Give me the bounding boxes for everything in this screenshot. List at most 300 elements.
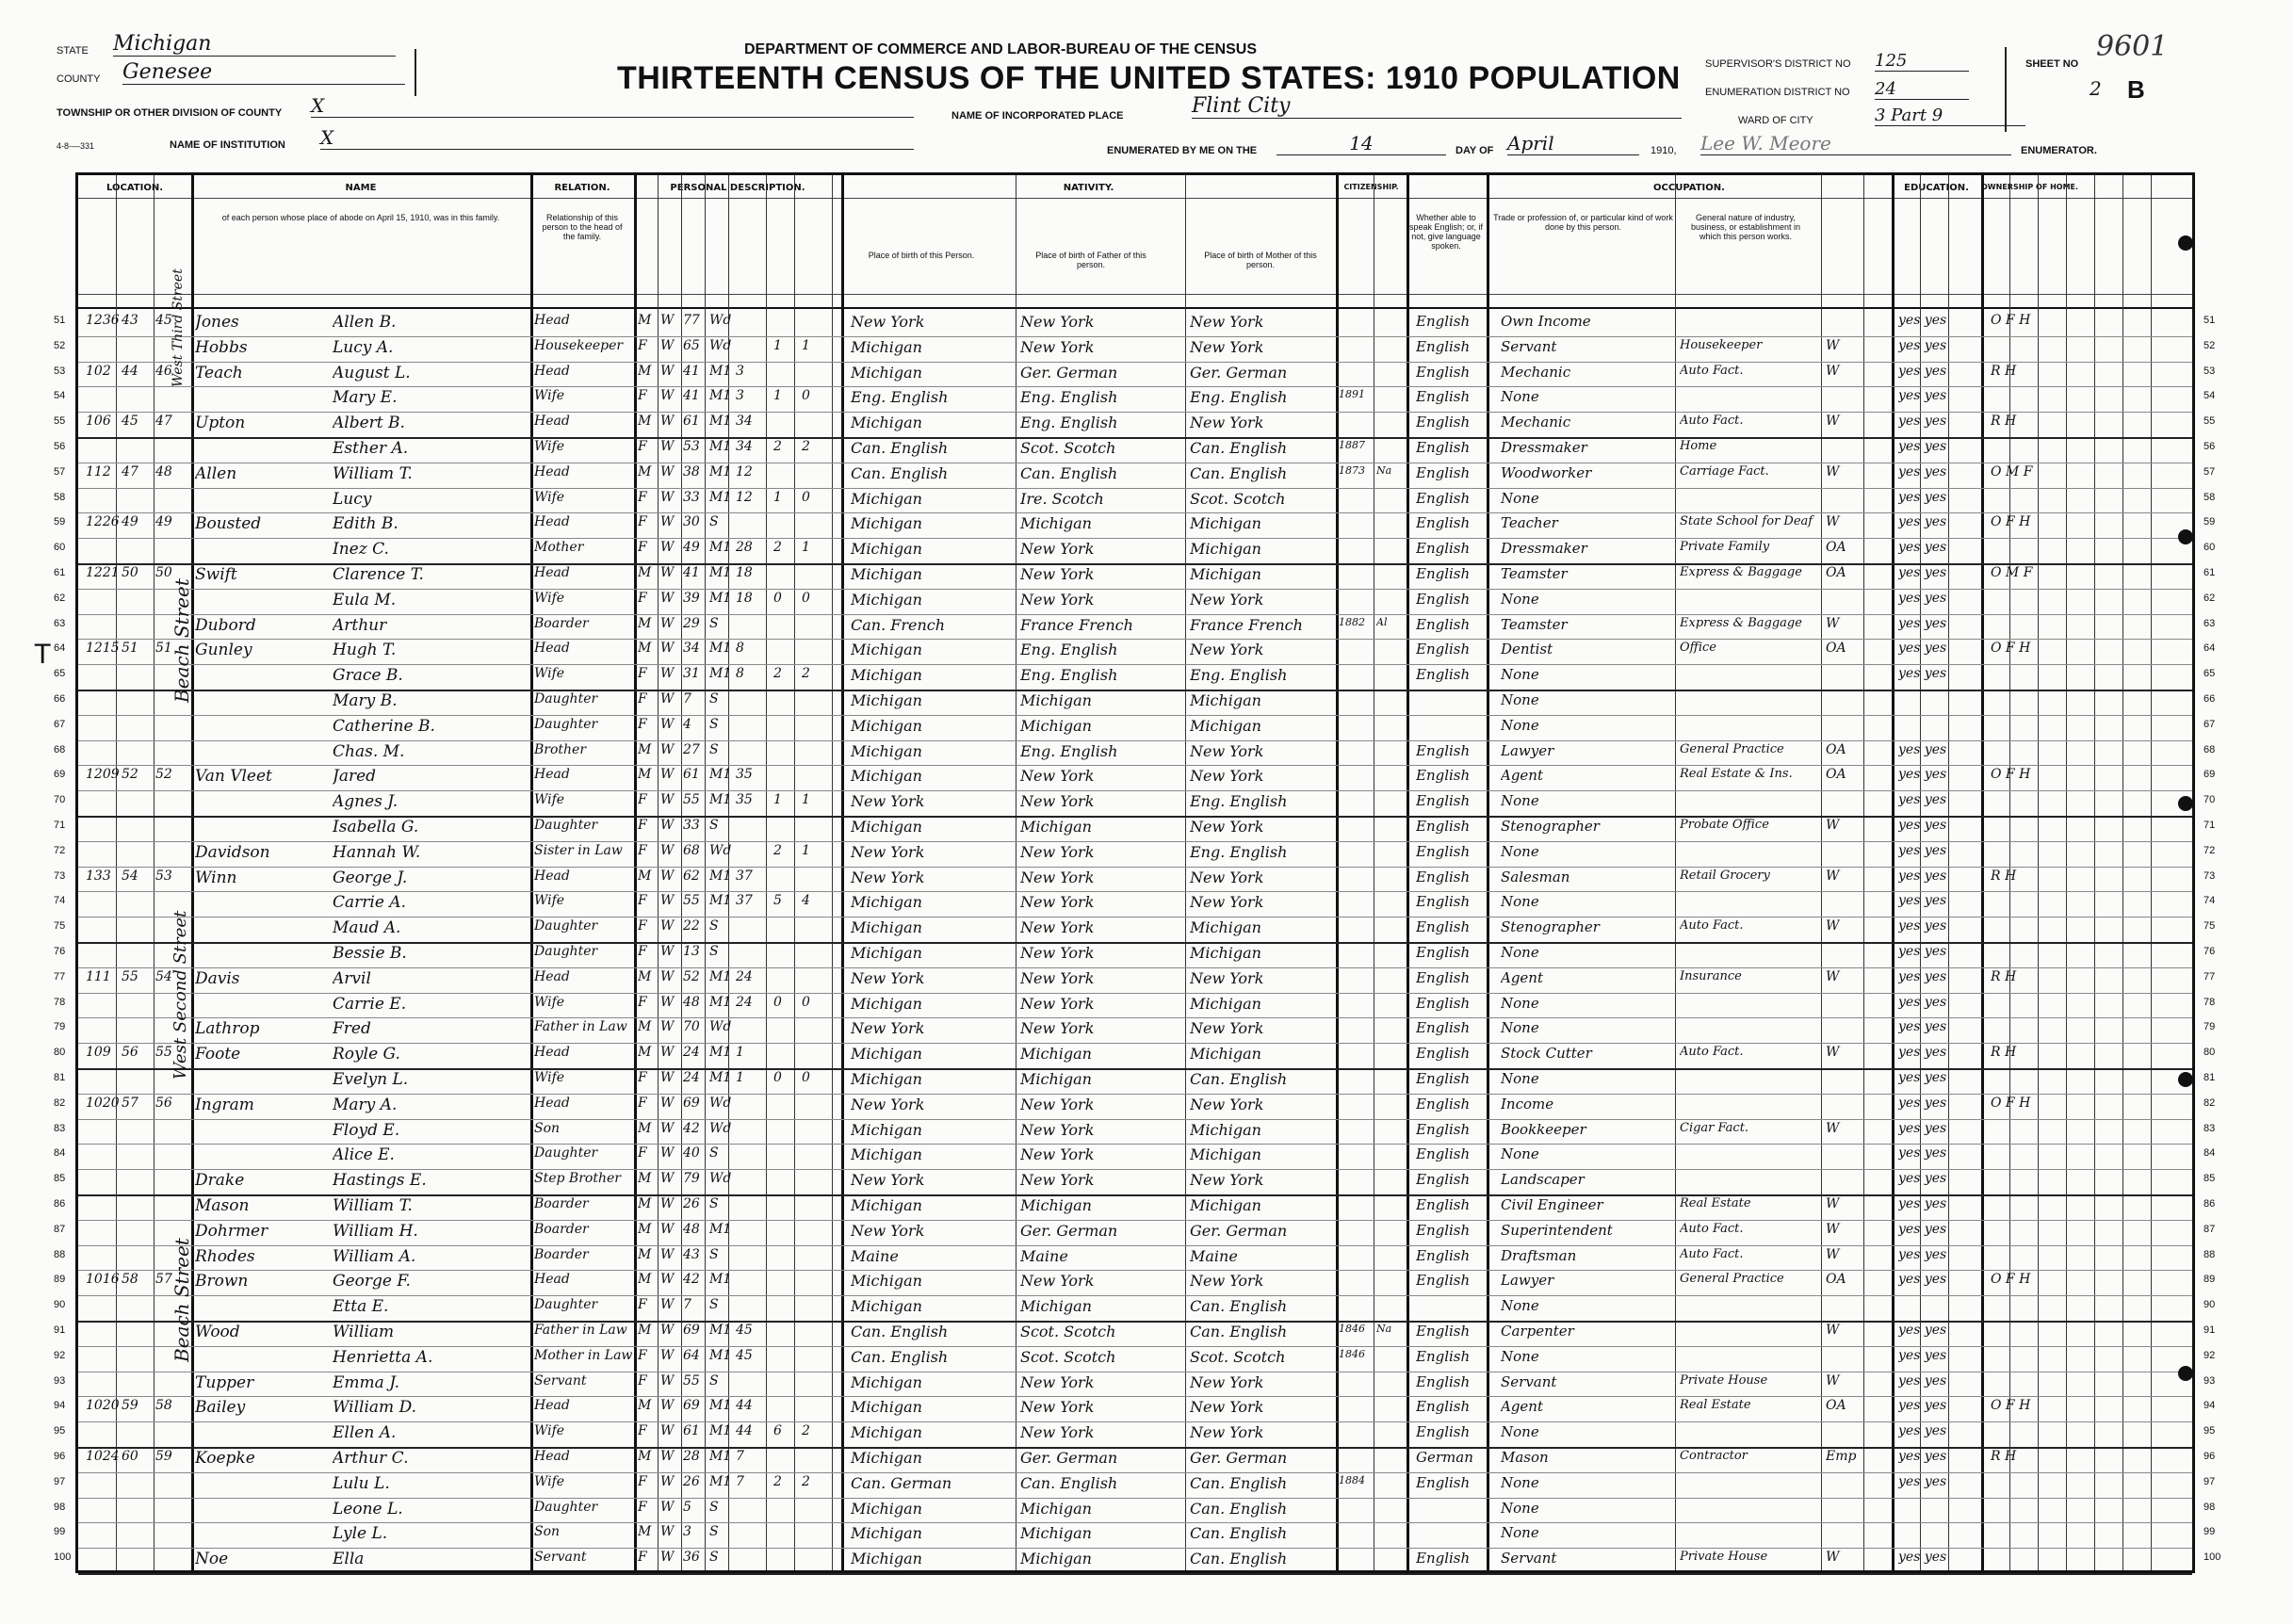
cell-age: 7 <box>683 691 691 706</box>
cell-race: W <box>660 944 675 959</box>
form-number: 4-8-—331 <box>57 141 95 151</box>
cell-lang: English <box>1416 1398 1471 1416</box>
cell-age: 24 <box>683 1045 700 1061</box>
cell-bp: Michigan <box>851 1045 922 1064</box>
cell-edu: yes yes <box>1898 1398 1947 1414</box>
cell-street: 1016 <box>86 1272 120 1288</box>
state-label: STATE <box>57 45 89 57</box>
cell-trade: None <box>1501 842 1539 860</box>
cell-yrs: 34 <box>736 414 753 430</box>
cell-bf: New York <box>1020 313 1095 331</box>
cell-surname: Mason <box>195 1196 250 1215</box>
cell-emp: W <box>1826 1120 1840 1136</box>
table-row <box>54 891 2216 913</box>
cell-bm: New York <box>1190 1171 1264 1190</box>
cell-mar: Wd <box>709 313 732 328</box>
cell-bm: New York <box>1190 818 1264 836</box>
table-row <box>54 437 2216 459</box>
state-value: Michigan <box>113 32 396 57</box>
line-number-right: 54 <box>2204 390 2216 402</box>
cell-bm: New York <box>1190 868 1264 886</box>
cell-emp: OA <box>1826 1272 1846 1288</box>
line-number: 66 <box>54 693 66 705</box>
line-number-right: 78 <box>2204 996 2216 1008</box>
table-row <box>54 1472 2216 1494</box>
cell-trade: None <box>1501 792 1539 810</box>
cell-edu: yes yes <box>1898 1145 1947 1161</box>
cell-yrs: 12 <box>736 463 753 479</box>
cell-race: W <box>660 1372 675 1389</box>
ward-value: 3 Part 9 <box>1875 106 2025 126</box>
cell-bf: Eng. English <box>1020 741 1118 760</box>
cell-rel: Daughter <box>534 691 598 706</box>
line-number-right: 60 <box>2204 542 2216 554</box>
cell-bp: New York <box>851 1095 925 1113</box>
cell-bp: Michigan <box>851 337 922 356</box>
line-number-right: 58 <box>2204 491 2216 503</box>
cell-given: Mary A. <box>333 1095 398 1114</box>
line-number-right: 61 <box>2204 567 2216 578</box>
cell-yrs: 28 <box>736 540 753 556</box>
cell-dw: 49 <box>122 514 138 530</box>
line-number: 83 <box>54 1122 66 1134</box>
cell-lang: English <box>1416 1550 1471 1567</box>
group-occupation: OCCUPATION. <box>1653 183 1725 193</box>
cell-edu: yes yes <box>1898 818 1947 833</box>
cell-given: Hannah W. <box>333 842 421 862</box>
cell-mar: M1 <box>709 767 732 783</box>
line-number: 60 <box>54 542 66 554</box>
cell-mar: S <box>709 741 719 757</box>
cell-ch1: 2 <box>773 540 782 556</box>
ward-label: WARD OF CITY <box>1738 115 1813 126</box>
cell-age: 49 <box>683 540 700 556</box>
cell-race: W <box>660 792 675 808</box>
cell-street: 1209 <box>86 767 120 783</box>
line-number: 70 <box>54 794 66 806</box>
cell-sex: M <box>638 363 652 379</box>
cell-ind: Express & Baggage <box>1680 615 1802 630</box>
cell-race: W <box>660 994 675 1010</box>
cell-age: 33 <box>683 489 700 505</box>
cell-trade: Draftsman <box>1501 1246 1577 1264</box>
cell-bf: Can. English <box>1020 1473 1118 1492</box>
cell-own: R H <box>1991 414 2017 430</box>
cell-street: 1215 <box>86 641 120 657</box>
cell-rel: Wife <box>534 792 565 808</box>
line-number: 51 <box>54 315 66 326</box>
cell-trade: Agent <box>1501 1398 1543 1416</box>
cell-bp: Can. English <box>851 439 949 457</box>
cell-bm: Ger. German <box>1190 1449 1288 1467</box>
cell-mar: S <box>709 1372 719 1389</box>
table-row <box>54 1043 2216 1064</box>
group-relation: RELATION. <box>554 183 610 193</box>
cell-street: 133 <box>86 868 111 884</box>
line-number: 75 <box>54 920 66 933</box>
cell-trade: None <box>1501 590 1539 608</box>
cell-mar: M1 <box>709 1070 732 1085</box>
line-number-right: 83 <box>2204 1122 2216 1134</box>
cell-emp: W <box>1826 868 1840 884</box>
cell-age: 55 <box>683 1372 700 1389</box>
line-number: 95 <box>54 1425 66 1437</box>
group-personal: PERSONAL DESCRIPTION. <box>670 183 805 193</box>
punch-hole <box>2178 796 2193 811</box>
cell-bf: New York <box>1020 994 1095 1013</box>
cell-bf: New York <box>1020 918 1095 937</box>
punch-hole <box>2178 1072 2193 1087</box>
cell-given: Lucy <box>333 489 372 509</box>
line-number: 52 <box>54 339 66 351</box>
cell-ch1: 5 <box>773 893 782 909</box>
cell-ind: Retail Grocery <box>1680 868 1770 883</box>
cell-given: Isabella G. <box>333 818 419 836</box>
line-number: 76 <box>54 946 66 957</box>
cell-lang: English <box>1416 463 1471 481</box>
cell-race: W <box>660 641 675 657</box>
enumerated-day: 14 <box>1277 132 1446 155</box>
line-number-right: 64 <box>2204 642 2216 655</box>
cell-given: Bessie B. <box>333 944 407 963</box>
cell-bm: Michigan <box>1190 918 1261 937</box>
supervisor-value: 125 <box>1875 51 1969 72</box>
cell-ind: Express & Baggage <box>1680 565 1802 579</box>
cell-emp: W <box>1826 968 1840 984</box>
cell-bp: New York <box>851 842 925 861</box>
cell-bp: Michigan <box>851 1070 922 1088</box>
side-note-west-third: West Third Street <box>171 268 186 387</box>
cell-ch2: 2 <box>802 1423 810 1439</box>
cell-ind: General Practice <box>1680 741 1784 756</box>
cell-emp: W <box>1826 1045 1840 1061</box>
cell-bp: Michigan <box>851 1372 922 1391</box>
line-number: 90 <box>54 1299 66 1311</box>
cell-surname: Allen <box>195 463 237 483</box>
cell-given: Agnes J. <box>333 792 398 812</box>
cell-bm: Can. English <box>1190 439 1288 457</box>
cell-race: W <box>660 1171 675 1187</box>
cell-yrs: 8 <box>736 641 744 657</box>
cell-mar: S <box>709 1524 719 1540</box>
cell-bm: Michigan <box>1190 1196 1261 1214</box>
cell-edu: yes yes <box>1898 1221 1947 1237</box>
cell-yrs: 35 <box>736 792 753 808</box>
cell-lang: English <box>1416 1372 1471 1390</box>
line-number-right: 94 <box>2204 1400 2216 1412</box>
cell-given: August L. <box>333 363 411 382</box>
cell-street: 1020 <box>86 1095 120 1111</box>
line-number-right: 67 <box>2204 718 2216 730</box>
cell-trade: None <box>1501 1524 1539 1542</box>
line-number-right: 59 <box>2204 516 2216 528</box>
cell-street: 1020 <box>86 1398 120 1414</box>
cell-sex: F <box>638 337 647 353</box>
institution-value: X <box>320 126 914 150</box>
cell-sex: F <box>638 842 647 858</box>
cell-bf: Ire. Scotch <box>1020 489 1104 508</box>
line-number: 80 <box>54 1047 66 1059</box>
cell-race: W <box>660 1272 675 1288</box>
cell-race: W <box>660 1449 675 1464</box>
cell-bp: New York <box>851 868 925 886</box>
cell-sex: M <box>638 414 652 430</box>
line-number-right: 80 <box>2204 1047 2216 1059</box>
department-line: DEPARTMENT OF COMMERCE AND LABOR-BUREAU OF THE CENSUS <box>744 41 1257 57</box>
cell-ind: Private Family <box>1680 540 1770 555</box>
cell-age: 28 <box>683 1449 700 1464</box>
cell-rel: Daughter <box>534 1499 598 1515</box>
cell-emp: OA <box>1826 767 1846 783</box>
cell-edu: yes yes <box>1898 1246 1947 1262</box>
table-row <box>54 1421 2216 1443</box>
cell-age: 38 <box>683 463 700 479</box>
cell-age: 69 <box>683 1323 700 1338</box>
cell-dw: 57 <box>122 1095 138 1111</box>
line-number: 68 <box>54 743 66 755</box>
cell-fam: 52 <box>155 767 172 783</box>
table-row <box>54 816 2216 837</box>
cell-rel: Father in Law <box>534 1019 627 1035</box>
group-location: LOCATION. <box>106 183 164 193</box>
cell-lang: English <box>1416 893 1471 911</box>
cell-bf: France French <box>1020 615 1133 634</box>
table-row <box>54 1498 2216 1519</box>
cell-race: W <box>660 1550 675 1566</box>
table-row <box>54 1017 2216 1039</box>
cell-given: Hugh T. <box>333 641 397 660</box>
cell-yrs: 35 <box>736 767 753 783</box>
cell-race: W <box>660 1145 675 1161</box>
cell-given: Arthur C. <box>333 1449 409 1468</box>
line-number-right: 99 <box>2204 1526 2216 1538</box>
table-row <box>54 690 2216 711</box>
line-number-right: 65 <box>2204 668 2216 680</box>
cell-age: 26 <box>683 1196 700 1211</box>
cell-own: O M F <box>1991 565 2033 580</box>
header-birth-father: Place of birth of Father of this person. <box>1035 251 1146 269</box>
cell-bp: Michigan <box>851 1449 922 1467</box>
table-row <box>54 1396 2216 1418</box>
cell-edu: yes yes <box>1898 1449 1947 1464</box>
cell-bp: Michigan <box>851 691 922 709</box>
cell-edu: yes yes <box>1898 439 1947 454</box>
cell-age: 27 <box>683 741 700 757</box>
cell-ch1: 0 <box>773 1070 782 1085</box>
table-row <box>54 715 2216 737</box>
cell-race: W <box>660 1473 675 1489</box>
cell-surname: Swift <box>195 565 237 584</box>
group-ownership: OWNERSHIP OF HOME. <box>1981 183 2079 191</box>
cell-mar: M1 <box>709 666 732 682</box>
cell-mar: M1 <box>709 994 732 1010</box>
cell-fam: 56 <box>155 1095 172 1111</box>
cell-sex: M <box>638 741 652 757</box>
cell-edu: yes yes <box>1898 1171 1947 1187</box>
cell-given: Clarence T. <box>333 565 424 584</box>
cell-lang: English <box>1416 1019 1471 1037</box>
header-bracket-right <box>2005 47 2007 132</box>
cell-mar: M1 <box>709 792 732 808</box>
cell-age: 55 <box>683 792 700 808</box>
cell-ind: Insurance <box>1680 968 1742 983</box>
cell-ind: Auto Fact. <box>1680 1045 1744 1060</box>
table-row <box>54 765 2216 787</box>
cell-bp: Maine <box>851 1246 899 1265</box>
cell-lang: English <box>1416 439 1471 456</box>
cell-bp: Can. French <box>851 615 946 634</box>
cell-imm: 1873 <box>1339 463 1365 477</box>
cell-edu: yes yes <box>1898 388 1947 404</box>
line-number-right: 76 <box>2204 946 2216 957</box>
cell-lang: English <box>1416 514 1471 532</box>
cell-given: Leone L. <box>333 1499 403 1518</box>
cell-fam: 59 <box>155 1449 172 1464</box>
cell-given: Lulu L. <box>333 1473 390 1493</box>
cell-own: O F H <box>1991 641 2031 657</box>
cell-mar: M1 <box>709 1323 732 1338</box>
cell-rel: Son <box>534 1120 561 1136</box>
cell-yrs: 34 <box>736 439 753 454</box>
cell-surname: Noe <box>195 1550 229 1569</box>
cell-ch2: 2 <box>802 666 810 682</box>
line-number-right: 96 <box>2204 1451 2216 1462</box>
cell-street: 112 <box>86 463 111 479</box>
cell-edu: yes yes <box>1898 641 1947 657</box>
line-number: 79 <box>54 1021 66 1033</box>
cell-race: W <box>660 565 675 580</box>
line-number: 89 <box>54 1274 66 1286</box>
line-number: 96 <box>54 1451 66 1462</box>
cell-emp: OA <box>1826 741 1846 757</box>
cell-ch2: 0 <box>802 388 810 404</box>
cell-mar: M1 <box>709 868 732 884</box>
cell-fam: 51 <box>155 641 172 657</box>
cell-given: Maud A. <box>333 918 401 938</box>
line-number: 100 <box>54 1551 72 1564</box>
line-number-right: 63 <box>2204 617 2216 629</box>
cell-dw: 59 <box>122 1398 138 1414</box>
cell-mar: M1 <box>709 968 732 984</box>
supervisor-label: SUPERVISOR'S DISTRICT NO <box>1705 58 1851 70</box>
cell-emp: OA <box>1826 641 1846 657</box>
cell-given: George F. <box>333 1272 411 1291</box>
cell-race: W <box>660 893 675 909</box>
cell-given: Evelyn L. <box>333 1070 409 1089</box>
line-number: 62 <box>54 592 66 604</box>
cell-ch1: 1 <box>773 337 782 353</box>
cell-age: 61 <box>683 1423 700 1439</box>
cell-race: W <box>660 968 675 984</box>
cell-edu: yes yes <box>1898 842 1947 858</box>
cell-bf: Ger. German <box>1020 363 1118 382</box>
cell-trade: Mechanic <box>1501 414 1571 431</box>
cell-bp: Michigan <box>851 1145 922 1164</box>
cell-rel: Wife <box>534 1423 565 1439</box>
cell-mar: M1 <box>709 1423 732 1439</box>
cell-trade: Servant <box>1501 1550 1557 1567</box>
cell-given: Etta E. <box>333 1297 389 1317</box>
cell-lang: English <box>1416 842 1471 860</box>
cell-sex: M <box>638 565 652 580</box>
table-row <box>54 412 2216 433</box>
cell-bm: New York <box>1190 741 1264 760</box>
cell-surname: Davis <box>195 968 240 988</box>
cell-bm: New York <box>1190 1423 1264 1442</box>
table-row <box>54 1270 2216 1291</box>
cell-bm: Eng. English <box>1190 388 1288 407</box>
cell-rel: Wife <box>534 439 565 454</box>
cell-race: W <box>660 1070 675 1085</box>
cell-rel: Daughter <box>534 944 598 959</box>
cell-mar: S <box>709 1246 719 1262</box>
cell-mar: M1 <box>709 1449 732 1464</box>
cell-bp: Michigan <box>851 741 922 760</box>
cell-street: 1236 <box>86 313 120 328</box>
cell-bp: Michigan <box>851 514 922 533</box>
cell-lang: English <box>1416 313 1471 330</box>
cell-ind: Auto Fact. <box>1680 414 1744 429</box>
cell-fam: 50 <box>155 565 172 580</box>
cell-rel: Wife <box>534 994 565 1010</box>
cell-bf: Michigan <box>1020 818 1092 836</box>
cell-sex: M <box>638 1246 652 1262</box>
cell-trade: Teacher <box>1501 514 1558 532</box>
line-number: 53 <box>54 365 66 377</box>
cell-ch1: 1 <box>773 489 782 505</box>
cell-given: Hastings E. <box>333 1171 427 1191</box>
cell-dw: 60 <box>122 1449 138 1464</box>
cell-ind: Auto Fact. <box>1680 918 1744 934</box>
cell-mar: Wd <box>709 1171 732 1187</box>
cell-sex: F <box>638 1423 647 1439</box>
cell-own: O F H <box>1991 313 2031 328</box>
cell-mar: M1 <box>709 414 732 430</box>
cell-sex: F <box>638 716 647 732</box>
cell-given: William T. <box>333 1196 413 1215</box>
cell-fam: 47 <box>155 414 172 430</box>
header-birth-mother: Place of birth of Mother of this person. <box>1204 251 1317 269</box>
cell-age: 41 <box>683 363 700 379</box>
cell-trade: None <box>1501 1145 1539 1163</box>
cell-edu: yes yes <box>1898 767 1947 783</box>
table-row <box>54 1144 2216 1165</box>
cell-street: 1226 <box>86 514 120 530</box>
cell-rel: Housekeeper <box>534 337 624 353</box>
cell-ind: Real Estate & Ins. <box>1680 767 1793 782</box>
cell-bm: New York <box>1190 641 1264 659</box>
cell-edu: yes yes <box>1898 1120 1947 1136</box>
cell-sex: M <box>638 1120 652 1136</box>
cell-age: 61 <box>683 767 700 783</box>
cell-bf: Can. English <box>1020 463 1118 482</box>
header-name-desc: of each person whose place of abode on April 15, 1910, was in this family. <box>221 213 500 222</box>
cell-surname: Upton <box>195 414 246 433</box>
cell-bf: New York <box>1020 590 1095 609</box>
cell-bm: New York <box>1190 893 1264 912</box>
cell-bf: Eng. English <box>1020 641 1118 659</box>
cell-trade: None <box>1501 1499 1539 1517</box>
header-language: Whether able to speak English; or, if not, give language spoken. <box>1408 213 1484 251</box>
cell-age: 26 <box>683 1473 700 1489</box>
cell-given: William A. <box>333 1246 416 1266</box>
cell-edu: yes yes <box>1898 414 1947 430</box>
cell-sex: M <box>638 313 652 328</box>
cell-sex: F <box>638 1550 647 1566</box>
margin-mark: T <box>34 639 52 670</box>
cell-sex: F <box>638 489 647 505</box>
cell-bp: New York <box>851 1171 925 1190</box>
